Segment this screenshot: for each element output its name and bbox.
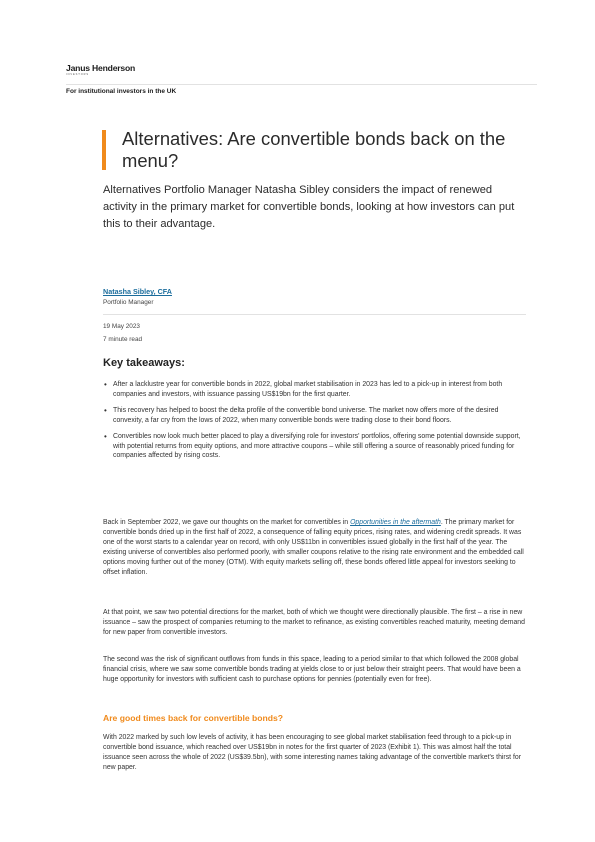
takeaways-heading: Key takeaways: <box>103 357 185 369</box>
audience-note: For institutional investors in the UK <box>66 88 177 95</box>
page-title: Alternatives: Are convertible bonds back on the menu? <box>122 128 506 171</box>
takeaways-list <box>103 380 528 468</box>
body-paragraph-3: The second was the risk of significant outflows from funds in this space, leading to a period similar to that which followed the 2008 global financial crisis, where we saw some convertible bonds trading at yields close to or just below their straight peers. That would have been a huge opportunity for investors with sufficient cash to purchase options for pennies (potentially even for free). <box>103 656 521 683</box>
title-accent-bar <box>102 130 106 170</box>
section-subheading: Are good times back for convertible bonds? <box>103 713 284 723</box>
body-paragraph-1 <box>103 518 528 578</box>
p1-text-after: . The primary market for convertible bonds dried up in the first half of 2022, a consequence of falling equity prices, rising rates, and widening credit spreads. It was one of the worst starts to a calendar year on record, with only US$11bn in convertibles issued globally in the first half of the year. The existing universe of convertibles also performed poorly, with smaller coupons relative to the rising rate environment and the embedded call options moving further out of the money (OTM). With equity markets selling off, these bonds offered little appeal for investors seeking to offset inflation. <box>103 519 524 576</box>
body-paragraph-2: At that point, we saw two potential directions for the market, both of which we thought were directionally plausible. The first – a rise in new issuance – saw the prospect of companies returning to the market to refinance, as existing convertibles reached maturity, meeting demand for new paper from convertible investors. <box>103 609 525 636</box>
takeaway-item: • Convertibles now look much better placed to play a diversifying role for investors' portfolios, offering some potential downside support, with potential returns from equity options, and more attractive coupons – while still offering a source of reasonably priced funding for companies affected by rising costs. <box>103 432 528 461</box>
header-divider <box>66 84 537 85</box>
author-role: Portfolio Manager <box>103 299 154 306</box>
publish-date: 19 May 2023 <box>103 323 140 330</box>
body-paragraph-4: With 2022 marked by such low levels of activity, it has been encouraging to see global market stabilisation feed through to a pick-up in convertible bond issuance, which reached over US$19bn in notes for the first quarter of 2023 (Exhibit 1). This was almost half the total issuance seen across the whole of 2022 (US$39.5bn), with some interesting names taking advantage of the convertible market's thirst for new paper. <box>103 734 522 771</box>
article-intro: Alternatives Portfolio Manager Natasha Sibley considers the impact of renewed activity in the primary market for convertible bonds, looking at how investors can put this to their advantage. <box>103 184 515 230</box>
takeaway-item: • After a lacklustre year for convertible bonds in 2022, global market stabilisation in 2023 has led to a pick-up in interest from both companies and investors, with issuance passing US$19bn for the first quarter. <box>103 380 528 399</box>
takeaway-item: • This recovery has helped to boost the delta profile of the convertible bond universe. The market now offers more of the desired convexity, a far cry from the lows of 2022, when many convertible bonds were trading close to their bond floors. <box>103 406 528 425</box>
author-link[interactable]: Natasha Sibley, CFA <box>103 287 172 296</box>
read-time: 7 minute read <box>103 336 143 343</box>
meta-divider <box>103 314 526 315</box>
article-link[interactable]: Opportunities in the aftermath <box>350 519 441 526</box>
brand-sub: INVESTORS <box>66 73 90 76</box>
p1-text-before: Back in September 2022, we gave our thoughts on the market for convertibles in <box>103 519 351 526</box>
logo <box>66 63 135 77</box>
brand-name: Janus Henderson <box>66 63 136 73</box>
